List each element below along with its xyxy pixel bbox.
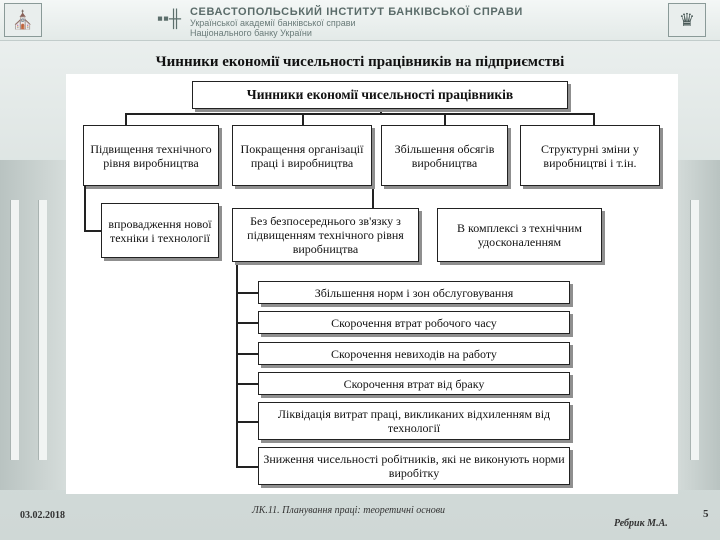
connector [125, 113, 594, 115]
slide-title: Чинники економії чисельності працівників на підприємстві [155, 54, 565, 70]
org-child-indirect: Без безпосереднього зв'язку з підвищенням технічного рівня виробництва [232, 208, 419, 262]
connector [593, 113, 595, 125]
org-child-complex: В комплексі з технічним удосконаленням [437, 208, 602, 262]
measure-item: Скорочення втрат від браку [258, 372, 570, 395]
connector [125, 113, 127, 125]
diagram-root: Чинники економії чисельності працівників [192, 81, 568, 109]
connector [372, 186, 374, 208]
measure-item: Зниження чисельності робітників, які не виконують норми виробітку [258, 447, 570, 485]
connector [236, 353, 258, 355]
connector [444, 113, 446, 125]
connector [236, 383, 258, 385]
footer-lecture: ЛК.11. Планування праці: теоретичні основи [252, 505, 446, 516]
column-decor [38, 200, 47, 460]
column-decor [690, 200, 699, 460]
measure-item: Ліквідація витрат праці, викликаних відхиленням від технології [258, 402, 570, 440]
page-number: 5 [703, 508, 709, 520]
academy-emblem-icon: ♛ [668, 3, 706, 37]
footer-author: Ребрик М.А. [614, 518, 668, 529]
footer-date: 03.02.2018 [20, 510, 65, 521]
measure-item: Скорочення невиходів на работу [258, 342, 570, 365]
institute-logo-icon: ⛪ [4, 3, 42, 37]
factor-structural: Структурні зміни у виробництві і т.ін. [520, 125, 660, 186]
factor-organization: Покращення організації праці і виробництва [232, 125, 372, 186]
header-band [0, 0, 720, 41]
factor-volume: Збільшення обсягів виробництва [381, 125, 508, 186]
header-line2: Української академії банківської справи [190, 18, 356, 28]
measure-item: Збільшення норм і зон обслуговування [258, 281, 570, 304]
header-line3: Національного банку України [190, 28, 312, 38]
connector [302, 113, 304, 125]
factor-tech-level: Підвищення технічного рівня виробництва [83, 125, 219, 186]
measure-item: Скорочення втрат робочого часу [258, 311, 570, 334]
bank-mark-icon: ▪▪╫ [157, 9, 182, 28]
connector [236, 466, 258, 468]
tech-child-box: впровадження нової техніки і технології [101, 203, 219, 258]
header-institute-name: СЕВАСТОПОЛЬСЬКИЙ ІНСТИТУТ БАНКІВСЬКОЇ СПРАВИ [190, 6, 523, 18]
connector [84, 230, 102, 232]
connector [236, 292, 258, 294]
connector [84, 186, 86, 231]
header-subtitle [190, 18, 356, 38]
column-decor [10, 200, 19, 460]
connector [236, 421, 258, 423]
connector [236, 322, 258, 324]
